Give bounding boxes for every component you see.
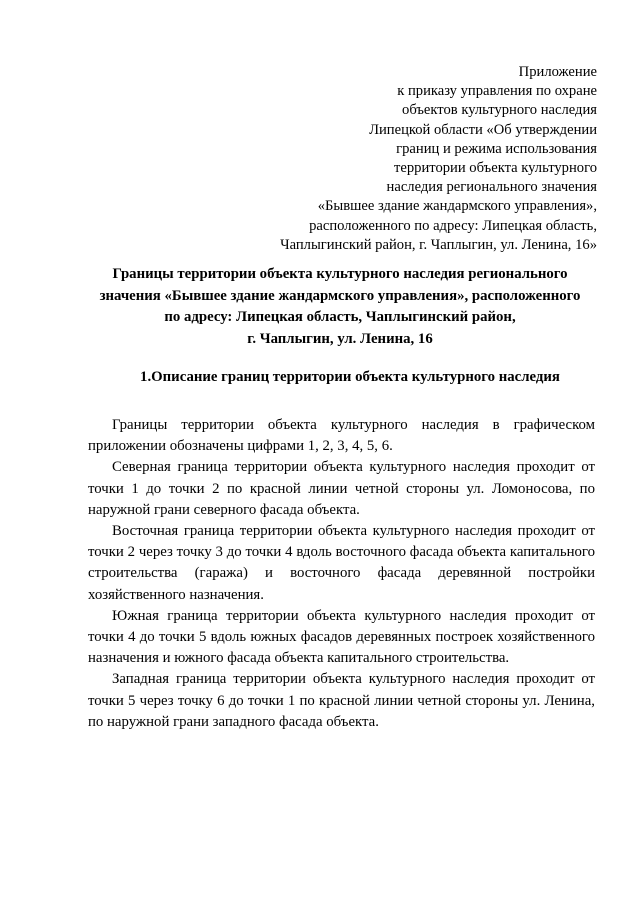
paragraph-east-border: Восточная граница территории объекта культурного наследия проходит от точки 2 через точку 3 до точки 4 вдоль восточного фасада объекта капитального строительства (гаража) и восточного фасада деревянной постройки хозяйственного назначения. [88,523,595,603]
section-heading: 1.Описание границ территории объекта культурного наследия [140,369,560,385]
appendix-line: границ и режима использования [396,140,597,157]
body-text [88,415,595,733]
appendix-line: «Бывшее здание жандармского управления», [317,198,597,215]
paragraph-south-border: Южная граница территории объекта культурного наследия проходит от точки 4 до точки 5 вдоль южных фасадов деревянных построек хозяйственного назначения и южного фасада объекта капитального строительства. [88,607,595,667]
appendix-line: объектов культурного наследия [402,102,597,119]
appendix-line: к приказу управления по охране [397,83,597,100]
appendix-line: Липецкой области «Об утверждении [369,121,597,138]
appendix-header [217,63,597,255]
title-line: Границы территории объекта культурного наследия регионального [112,266,568,282]
title-line: значения «Бывшее здание жандармского управления», расположенного [99,287,581,304]
appendix-line: наследия регионального значения [386,179,597,196]
paragraph-points: Границы территории объекта культурного наследия в графическом приложении обозначены цифрами 1, 2, 3, 4, 5, 6. [88,417,595,455]
title-line: г. Чаплыгин, ул. Ленина, 16 [247,330,433,347]
appendix-line: Чаплыгинский район, г. Чаплыгин, ул. Ленина, 16» [280,236,597,253]
document-title [70,264,610,350]
title-line: по адресу: Липецкая область, Чаплыгинский район, [164,309,516,325]
appendix-line: расположенного по адресу: Липецкая область, [309,217,597,234]
appendix-line: территории объекта культурного [394,160,597,177]
paragraph-west-border: Западная граница территории объекта культурного наследия проходит от точки 5 через точку 6 до точки 1 по красной линии четной стороны ул. Ленина, по наружной грани западного фасада объекта. [88,671,595,730]
appendix-line: Приложение [518,64,597,80]
paragraph-north-border: Северная граница территории объекта культурного наследия проходит от точки 1 до точки 2 по красной линии четной стороны ул. Ломоносова, по наружной грани северного фасада объекта. [88,459,595,518]
